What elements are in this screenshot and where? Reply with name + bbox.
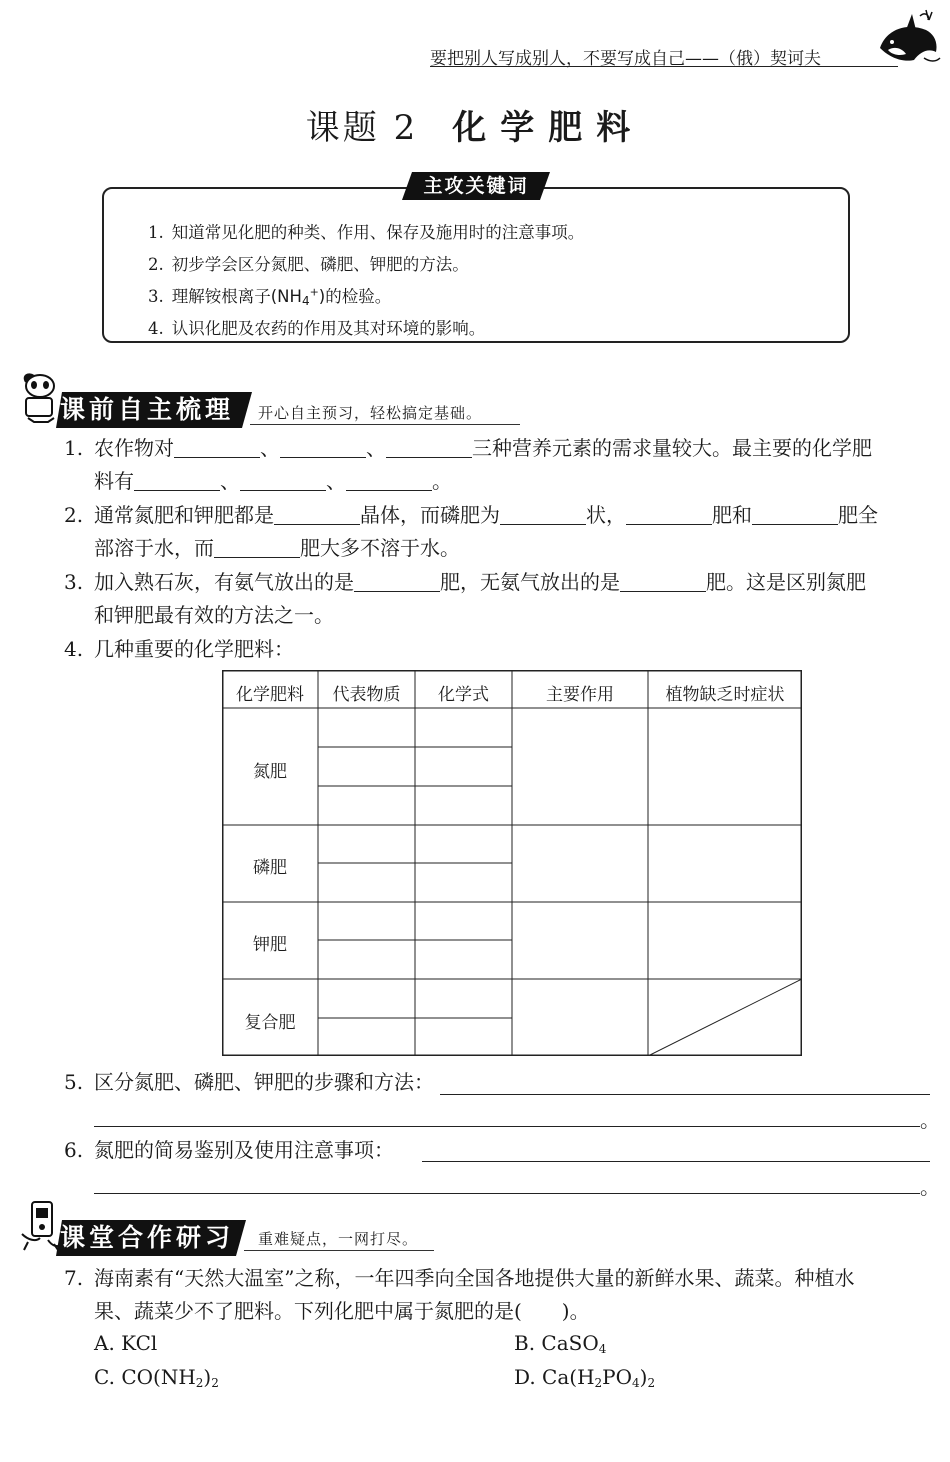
section1-title: 课前自主梳理 xyxy=(60,395,235,424)
section2-title: 课堂合作研习 xyxy=(60,1223,235,1252)
key-point-item: 4. 认识化肥及农药的作用及其对环境的影响。 xyxy=(148,319,486,338)
table-row-label: 复合肥 xyxy=(244,1013,296,1033)
answer-blank[interactable] xyxy=(386,437,472,458)
question-3: 3. 加入熟石灰，有氨气放出的是 肥，无氨气放出的是 肥。这是区别氮肥 xyxy=(64,570,866,594)
table-header: 植物缺乏时症状 xyxy=(665,685,785,705)
question-2: 2. 通常氮肥和钾肥都是 晶体，而磷肥为 状， 肥和 肥全 xyxy=(64,503,878,527)
table-row-label: 钾肥 xyxy=(253,935,287,955)
section1-subtitle: 开心自主预习，轻松搞定基础。 xyxy=(258,404,483,422)
section2-rule xyxy=(244,1250,434,1251)
option-a[interactable]: A. KCl xyxy=(94,1331,158,1355)
table-row-label: 磷肥 xyxy=(253,858,287,878)
section2-subtitle: 重难疑点，一网打尽。 xyxy=(258,1230,419,1248)
question-5-end: 。 xyxy=(920,1108,940,1132)
answer-blank[interactable] xyxy=(280,437,366,458)
lesson-title: 化学肥料 xyxy=(452,108,645,148)
table-row-label: 氮肥 xyxy=(253,762,287,782)
answer-line[interactable] xyxy=(440,1094,930,1095)
question-1: 1. 农作物对 、 、 三种营养元素的需求量较大。最主要的化学肥 xyxy=(64,436,872,460)
answer-blank[interactable] xyxy=(752,504,838,525)
table-header: 化学式 xyxy=(438,685,489,705)
key-point-item: 1. 知道常见化肥的种类、作用、保存及施用时的注意事项。 xyxy=(148,223,585,242)
answer-blank[interactable] xyxy=(240,470,326,491)
answer-blank[interactable] xyxy=(214,537,300,558)
answer-blank[interactable] xyxy=(354,571,440,592)
option-c[interactable]: C. $CO(NH_2)_2$ xyxy=(94,1365,219,1390)
lesson-number: 课题 2 xyxy=(305,108,419,148)
answer-line[interactable] xyxy=(94,1126,920,1127)
question-6-end: 。 xyxy=(920,1175,940,1199)
question-2-cont: 部溶于水，而 肥大多不溶于水。 xyxy=(94,536,460,560)
key-point-item: 3. 理解铵根离子$(NH_4^+)$的检验。 xyxy=(148,285,392,308)
question-7-cont: 果、蔬菜少不了肥料。下列化肥中属于氮肥的是( )。 xyxy=(94,1299,590,1323)
question-6: 6. 氮肥的简易鉴别及使用注意事项： xyxy=(64,1138,394,1162)
option-b[interactable]: B. CaSO$_4$ xyxy=(514,1331,607,1356)
answer-blank[interactable] xyxy=(500,504,586,525)
question-3-cont: 和钾肥最有效的方法之一。 xyxy=(94,603,334,627)
key-point-item: 2. 初步学会区分氮肥、磷肥、钾肥的方法。 xyxy=(148,255,469,274)
answer-blank[interactable] xyxy=(134,470,220,491)
table-header: 主要作用 xyxy=(546,685,614,705)
question-4: 4. 几种重要的化学肥料： xyxy=(64,637,294,661)
question-1-cont: 料有 、 、 。 xyxy=(94,469,452,493)
table-header: 代表物质 xyxy=(332,685,401,705)
header-rule xyxy=(430,66,898,67)
page-title xyxy=(0,100,950,149)
answer-blank[interactable] xyxy=(626,504,712,525)
question-5: 5. 区分氮肥、磷肥、钾肥的步骤和方法： xyxy=(64,1070,434,1094)
question-7: 7. 海南素有“天然大温室”之称，一年四季向全国各地提供大量的新鲜水果、蔬菜。种植水 xyxy=(64,1266,855,1290)
answer-blank[interactable] xyxy=(274,504,360,525)
answer-line[interactable] xyxy=(94,1193,920,1194)
table-header: 化学肥料 xyxy=(236,685,304,705)
answer-line[interactable] xyxy=(422,1161,930,1162)
answer-blank[interactable] xyxy=(620,571,706,592)
header-quote: 要把别人写成别人，不要写成自己——（俄）契诃夫 xyxy=(430,49,821,69)
orca-mascot-icon xyxy=(876,8,942,72)
answer-blank[interactable] xyxy=(174,437,260,458)
answer-blank[interactable] xyxy=(346,470,432,491)
option-d[interactable]: D. $Ca(H_2PO_4)_2$ xyxy=(514,1365,656,1390)
key-points-badge-label: 主攻关键词 xyxy=(423,175,529,197)
section1-rule xyxy=(250,424,520,425)
